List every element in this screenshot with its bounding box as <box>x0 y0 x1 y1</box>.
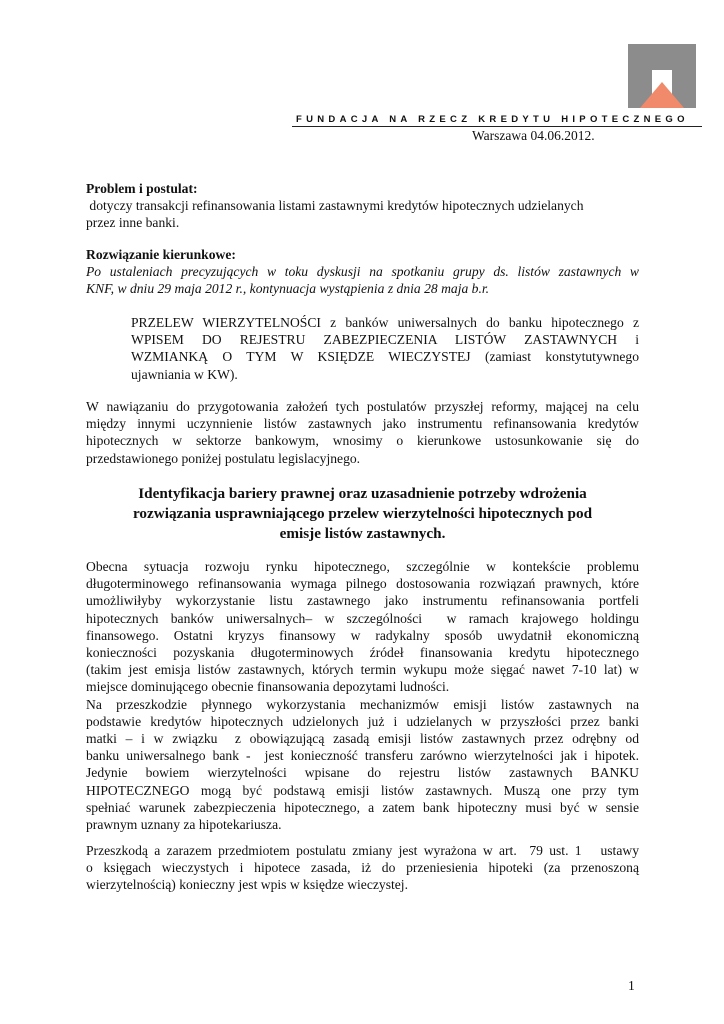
paragraph-line: Jedynie bowiem wierzytelności wpisane do rejestru listów zastawnych BANKU <box>86 765 639 781</box>
solution-section <box>86 246 639 298</box>
page-number: 1 <box>628 978 635 993</box>
paragraph-line: Przeszkodą a zarazem przedmiotem postulatu zmiany jest wyrażona w art. 79 ust. 1 ustawy <box>86 843 639 858</box>
paragraph-line: finansowego. Ostatni kryzys finansowy w radykalny sposób uwydatnił ekonomiczną <box>86 627 639 643</box>
solution-text-line: KNF, w dniu 29 maja 2012 r., kontynuacja wystąpienia z dnia 28 maja b.r. <box>86 281 490 297</box>
solution-text-line: Po ustaleniach precyzujących w toku dyskusji na spotkaniu grupy ds. listów zastawnych w <box>86 264 639 280</box>
problem-text-line: dotyczy transakcji refinansowania listami zastawnymi kredytów hipotecznych udzielanych <box>86 198 584 214</box>
paragraph-line: HIPOTECZNEGO mogą być podstawą emisji listów zastawnych. Muszą one przy tym <box>86 782 639 798</box>
problem-heading: Problem i postulat: <box>86 181 198 196</box>
paragraph-line: hipotecznych banków uniwersalnych– w szczególności w ramach krajowego holdingu <box>86 610 639 626</box>
intro-paragraph <box>86 398 639 467</box>
logo-top-block <box>652 44 672 70</box>
problem-text-line: przez inne banki. <box>86 215 180 231</box>
heading-line: Identyfikacja bariery prawnej oraz uzasadnienie potrzeby wdrożenia <box>138 485 587 502</box>
paragraph-line: spełniać warunek zabezpieczenia hipotecznego, a zatem bank hipoteczny musi być w sensie <box>86 799 639 815</box>
paragraph-line: Na przeszkodzie płynnego wykorzystania mechanizmów emisji listów zastawnych na <box>86 696 639 712</box>
quote-line: WPISEM DO REJESTRU ZABEZPIECZENIA LISTÓW ZASTAWNYCH i <box>131 332 639 348</box>
problem-section <box>86 180 639 232</box>
paragraph-line: Obecna sytuacja rozwoju rynku hipotecznego, szczególnie w kontekście problemu <box>86 559 639 574</box>
paragraph-line: matki – i w związku z obowiązującą zasadą emisji listów zastawnych przez odrębny od <box>86 731 639 747</box>
paragraph-line: między innymi uczynnienie listów zastawnych jako instrumentu refinansowania kredytów <box>86 416 639 432</box>
paragraph-line: konieczności pozyskania długoterminowych źródeł finansowania kredytu hipotecznego <box>86 645 639 661</box>
quote-line: PRZELEW WIERZYTELNOŚCI z banków uniwersalnych do banku hipotecznego z <box>131 315 639 330</box>
paragraph-line: prawnym uznany za hipotekariusza. <box>86 817 282 833</box>
paragraph-line: długoterminowego refinansowania wymaga pilnego dostosowania rozwiązań prawnych, które <box>86 576 639 592</box>
foundation-logo <box>628 44 696 108</box>
paragraph-line: wierzytelnością) konieczny jest wpis w księdze wieczystej. <box>86 877 408 893</box>
heading-line: emisje listów zastawnych. <box>279 525 446 542</box>
paragraph-line: przedstawionego poniżej postulatu legislacyjnego. <box>86 450 361 466</box>
solution-heading: Rozwiązanie kierunkowe: <box>86 247 236 262</box>
paragraph-line: miejsce dominującego obecnie finansowania depozytami ludności. <box>86 679 450 695</box>
quote-line: WZMIANKĄ O TYM W KSIĘDZE WIECZYSTEJ (zamiast konstytutywnego <box>131 349 639 365</box>
paragraph-line: hipotecznych w sektorze bankowym, wnosimy o kierunkowe ustosunkowanie się do <box>86 433 639 449</box>
paragraph-line: o księgach wieczystych i hipotece zasada, iż do przeniesienia hipoteki (za przenoszoną <box>86 860 639 876</box>
quote-line: ujawniania w KW). <box>131 366 238 382</box>
paragraph-line: W nawiązaniu do przygotowania założeń tych postulatów przyszłej reformy, mającej na celu <box>86 399 639 414</box>
header-divider <box>292 126 702 127</box>
paragraph-line: umożliwiłyby wykorzystanie listu zastawnego jako instrumentu refinansowania portfeli <box>86 593 639 609</box>
document-date: Warszawa 04.06.2012. <box>472 128 595 143</box>
postulate-quote <box>131 314 639 383</box>
paragraph-line: banku uniwersalnego bank - jest konieczność transferu zarówno wierzytelności jak i hipotek. <box>86 748 639 764</box>
body-paragraph-1 <box>86 558 639 833</box>
paragraph-line: (takim jest emisja listów zastawnych, których termin wykupu może sięgać nawet 7-10 lat) w <box>86 662 639 678</box>
paragraph-line: podstawie kredytów hipotecznych udzielonych już i udzielanych w przyszłości przez banki <box>86 713 639 729</box>
section-heading <box>86 484 639 544</box>
heading-line: rozwiązania usprawniającego przelew wierzytelności hipotecznych pod <box>132 505 593 522</box>
organization-name: FUNDACJA NA RZECZ KREDYTU HIPOTECZNEGO <box>296 114 689 125</box>
body-paragraph-3 <box>86 842 639 894</box>
